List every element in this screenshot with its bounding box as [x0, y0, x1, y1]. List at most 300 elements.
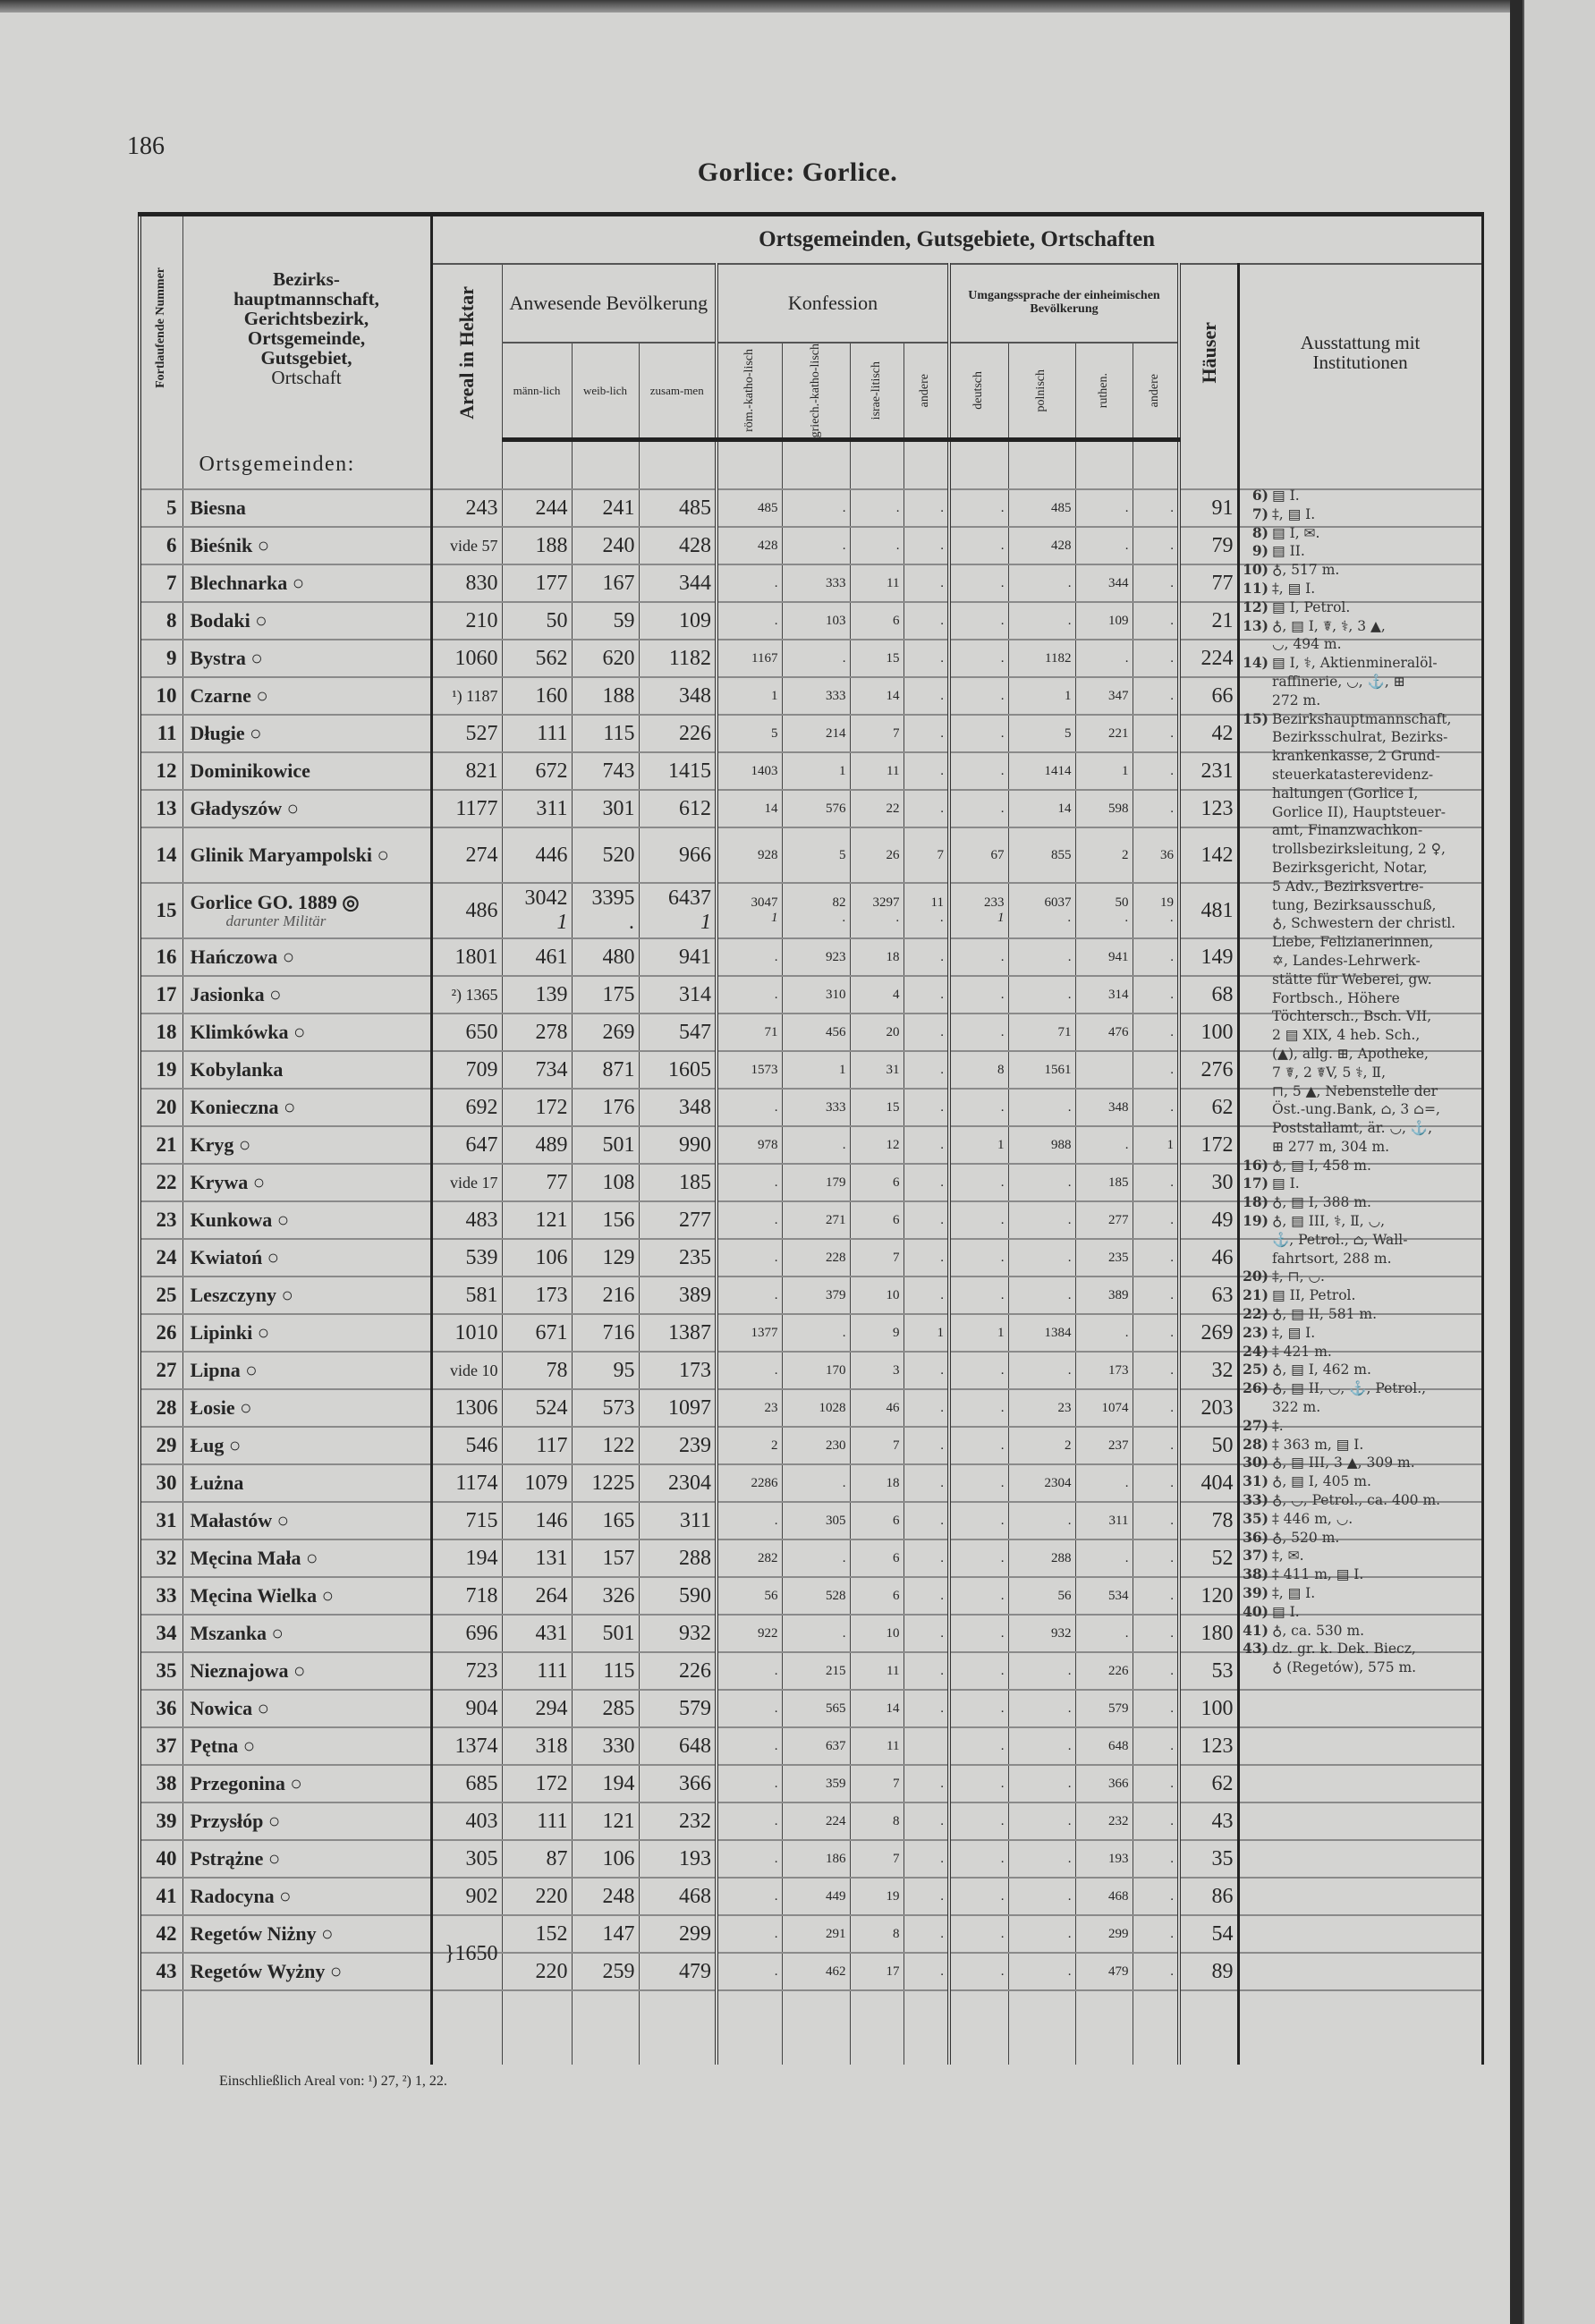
cell-value: . — [1170, 1701, 1174, 1716]
cell-value: . — [940, 1099, 944, 1115]
place-name — [182, 827, 431, 883]
cell-total — [639, 1126, 717, 1164]
cell-roman-catholic — [717, 976, 782, 1014]
cell-polish — [1008, 1014, 1075, 1051]
note-line — [1242, 933, 1476, 952]
cell-value: 326 — [602, 1583, 635, 1607]
empty-cell — [1133, 1990, 1179, 2065]
header-name-line: Gutsgebiet, — [260, 346, 352, 369]
place-name-text: Męcina Wielka ○ — [190, 1584, 334, 1607]
cell-value: 20 — [886, 1024, 900, 1039]
cell-female — [572, 827, 639, 883]
cell-houses — [1179, 790, 1238, 827]
cell-israelite — [850, 1652, 904, 1690]
cell-israelite — [850, 1915, 904, 1953]
header-equipment: Ausstattung mit Institutionen — [1238, 264, 1482, 440]
note-text: steuerkatasterevidenz- — [1272, 766, 1434, 783]
cell-other-language — [1133, 790, 1179, 827]
cell-value: . — [1067, 1250, 1072, 1265]
cell-male — [502, 1089, 572, 1126]
cell-german — [949, 1953, 1008, 1990]
cell-value: . — [1170, 801, 1174, 816]
cell-value: 19 — [886, 1888, 900, 1904]
note-line — [1242, 1454, 1476, 1472]
cell-german — [949, 1727, 1008, 1765]
cell-other-confession — [904, 640, 949, 677]
cell-areal — [431, 883, 502, 938]
cell-value: 990 — [679, 1132, 711, 1157]
cell-value: 1306 — [454, 1395, 498, 1420]
place-name — [182, 602, 431, 640]
cell-value: . — [940, 575, 944, 590]
cell-value: . — [1067, 1513, 1072, 1528]
cell-value: . — [1000, 1175, 1005, 1190]
cell-value: . — [842, 650, 846, 666]
cell-value: . — [1000, 500, 1005, 515]
cell-value: 172 — [535, 1095, 568, 1119]
cell-female — [572, 1878, 639, 1915]
header-other-language-label: andere — [1147, 374, 1161, 408]
cell-israelite — [850, 1690, 904, 1727]
cell-value: 620 — [602, 646, 635, 670]
note-number: 43) — [1243, 1640, 1268, 1658]
cell-greek-catholic — [782, 1239, 850, 1277]
cell-value: 226 — [679, 721, 711, 745]
note-line — [1242, 1026, 1476, 1045]
cell-houses — [1179, 602, 1238, 640]
cell-value: . — [1067, 949, 1072, 964]
cell-ruthenian — [1075, 1277, 1133, 1314]
cell-other-language — [1133, 677, 1179, 715]
place-name — [182, 1239, 431, 1277]
cell-roman-catholic — [717, 1615, 782, 1652]
cell-value: 7 — [937, 847, 944, 862]
place-name-text: Klimkówka ○ — [190, 1021, 306, 1044]
header-total: zusam-men — [639, 343, 717, 440]
place-name-text: Kwiatoń ○ — [190, 1246, 279, 1269]
cell-value: . — [1124, 1475, 1129, 1490]
cell-areal — [431, 1502, 502, 1539]
cell-value: 36 — [1160, 847, 1174, 862]
cell-greek-catholic — [782, 677, 850, 715]
cell-value: 203 — [1200, 1395, 1234, 1420]
cell-value: . — [1000, 613, 1005, 628]
cell-value: 330 — [602, 1734, 635, 1758]
note-number: 37) — [1243, 1547, 1268, 1565]
cell-greek-catholic — [782, 1953, 850, 1990]
cell-polish — [1008, 1277, 1075, 1314]
cell-israelite — [850, 1427, 904, 1464]
cell-roman-catholic — [717, 1352, 782, 1389]
cell-female — [572, 752, 639, 790]
cell-polish — [1008, 1502, 1075, 1539]
cell-total — [639, 1352, 717, 1389]
cell-ruthenian — [1075, 527, 1133, 564]
cell-male — [502, 1164, 572, 1201]
cell-german — [949, 1615, 1008, 1652]
cell-houses — [1179, 1051, 1238, 1089]
cell-roman-catholic — [717, 1765, 782, 1802]
cell-value: 1 — [1122, 763, 1129, 778]
place-name-text: Kryg ○ — [190, 1133, 251, 1157]
cell-value: . — [1000, 725, 1005, 741]
cell-value: 294 — [535, 1696, 568, 1720]
place-name-text: Przysłóp ○ — [190, 1810, 281, 1833]
cell-female — [572, 1953, 639, 1990]
cell-value: 1028 — [819, 1400, 846, 1415]
cell-other-confession — [904, 790, 949, 827]
cell-female — [572, 1840, 639, 1878]
cell-other-confession — [904, 1615, 949, 1652]
cell-israelite — [850, 1352, 904, 1389]
cell-value: 1415 — [668, 759, 711, 783]
cell-polish — [1008, 1652, 1075, 1690]
header-israelite-label: israe-litisch — [869, 361, 883, 420]
note-text: stätte für Weberei, gw. — [1272, 971, 1432, 988]
cell-value: 59 — [613, 608, 635, 632]
cell-ruthenian — [1075, 752, 1133, 790]
cell-female — [572, 790, 639, 827]
place-name-text: Regetów Niżny ○ — [190, 1922, 334, 1946]
note-line — [1242, 1379, 1476, 1398]
place-name-text: Mszanka ○ — [190, 1622, 284, 1645]
cell-ruthenian — [1075, 1427, 1133, 1464]
cell-houses — [1179, 1126, 1238, 1164]
cell-roman-catholic — [717, 1690, 782, 1727]
cell-value: 431 — [535, 1621, 568, 1645]
cell-value: 8 — [893, 1926, 900, 1941]
cell-value: 221 — [1108, 725, 1129, 741]
cell-value: 1 — [771, 688, 778, 703]
cell-value: 1377 — [751, 1325, 778, 1340]
cell-value: 902 — [465, 1884, 498, 1908]
place-name — [182, 1277, 431, 1314]
cell-german — [949, 1915, 1008, 1953]
cell-value: 68 — [1211, 982, 1234, 1006]
cell-total — [639, 1539, 717, 1577]
cell-value: 79 — [1211, 533, 1234, 557]
cell-value: 220 — [535, 1884, 568, 1908]
cell-female — [572, 1765, 639, 1802]
cell-greek-catholic — [782, 1615, 850, 1652]
header-israelite — [850, 343, 904, 440]
note-number: 25) — [1243, 1361, 1268, 1378]
note-text: Gorlice II), Hauptsteuer- — [1272, 803, 1447, 820]
note-number: 27) — [1243, 1416, 1268, 1434]
note-line — [1242, 1268, 1476, 1286]
header-houses — [1179, 264, 1238, 440]
cell-israelite — [850, 1878, 904, 1915]
cell-male — [502, 677, 572, 715]
cell-houses — [1179, 1239, 1238, 1277]
cell-equipment — [1238, 1953, 1482, 1990]
military-value: 1 — [700, 911, 711, 935]
note-text: ‡, ⊓, ◡. — [1272, 1268, 1325, 1285]
cell-value: . — [1170, 987, 1174, 1002]
cell-value: 115 — [603, 721, 635, 745]
cell-value: . — [774, 575, 778, 590]
cell-value: . — [774, 1851, 778, 1866]
note-line — [1242, 747, 1476, 766]
place-name — [182, 1878, 431, 1915]
cell-areal — [431, 715, 502, 752]
cell-value: 565 — [826, 1701, 846, 1716]
row-number: 18 — [140, 1014, 182, 1051]
cell-value: 103 — [826, 613, 846, 628]
note-line — [1242, 971, 1476, 989]
cell-value: . — [1067, 1813, 1072, 1828]
cell-value: 108 — [602, 1170, 635, 1194]
cell-value: 311 — [536, 796, 568, 820]
note-line — [1242, 859, 1476, 878]
cell-areal — [431, 564, 502, 602]
cell-value: . — [1000, 763, 1005, 778]
cell-value: vide 10 — [450, 1361, 498, 1379]
cell-value: . — [1000, 650, 1005, 666]
cell-ruthenian — [1075, 1502, 1133, 1539]
cell-houses — [1179, 1352, 1238, 1389]
header-other-language — [1133, 343, 1179, 440]
cell-other-confession — [904, 1727, 949, 1765]
cell-value: 481 — [1200, 898, 1234, 922]
cell-female — [572, 1277, 639, 1314]
cell-value: . — [1124, 1625, 1129, 1641]
cell-other-language — [1133, 1727, 1179, 1765]
cell-value: 31 — [886, 1062, 900, 1077]
place-name — [182, 1652, 431, 1690]
empty-cell — [850, 440, 904, 490]
cell-value: 100 — [1200, 1020, 1234, 1044]
cell-german — [949, 752, 1008, 790]
cell-value: 139 — [535, 982, 568, 1006]
cell-total — [639, 489, 717, 527]
cell-other-confession — [904, 489, 949, 527]
cell-value: 271 — [826, 1212, 846, 1227]
cell-polish — [1008, 564, 1075, 602]
cell-polish — [1008, 1615, 1075, 1652]
place-name — [182, 1539, 431, 1577]
cell-male — [502, 1014, 572, 1051]
note-number: 38) — [1243, 1565, 1268, 1583]
cell-female — [572, 1690, 639, 1727]
cell-value: . — [1000, 575, 1005, 590]
cell-male — [502, 1878, 572, 1915]
cell-male — [502, 527, 572, 564]
note-line — [1242, 1640, 1476, 1658]
cell-value: 62 — [1211, 1095, 1234, 1119]
cell-polish — [1008, 1765, 1075, 1802]
table-row — [140, 1727, 1482, 1765]
note-text: ⊓, 5 ▲, Nebenstelle der — [1272, 1082, 1438, 1099]
cell-areal — [431, 1427, 502, 1464]
header-polish — [1008, 343, 1075, 440]
place-name-text: Lipna ○ — [190, 1359, 258, 1382]
cell-value: 6 — [893, 1175, 900, 1190]
cell-total — [639, 1089, 717, 1126]
cell-male — [502, 938, 572, 976]
cell-value: . — [1000, 1550, 1005, 1565]
cell-value: 485 — [758, 500, 778, 515]
cell-value: 2 — [771, 1438, 778, 1453]
filler-row — [140, 1990, 1482, 2065]
cell-greek-catholic — [782, 1314, 850, 1352]
cell-value: 449 — [826, 1888, 846, 1904]
cell-greek-catholic — [782, 976, 850, 1014]
cell-value: 23 — [764, 1400, 778, 1415]
military-value: 1 — [997, 911, 1005, 926]
cell-value: 366 — [679, 1771, 711, 1795]
cell-male — [502, 1802, 572, 1840]
empty-cell — [140, 440, 182, 490]
empty-cell — [904, 440, 949, 490]
empty-cell — [1179, 440, 1238, 490]
cell-value: 160 — [535, 683, 568, 708]
cell-israelite — [850, 1051, 904, 1089]
empty-cell — [1075, 440, 1133, 490]
cell-total — [639, 677, 717, 715]
cell-value: . — [1170, 1062, 1174, 1077]
cell-value: . — [940, 1362, 944, 1378]
cell-polish — [1008, 527, 1075, 564]
note-text: Liebe, Felizianerinnen, — [1272, 934, 1434, 951]
row-number: 19 — [140, 1051, 182, 1089]
cell-value: 106 — [602, 1846, 635, 1870]
cell-other-language — [1133, 1389, 1179, 1427]
place-name-text: Czarne ○ — [190, 684, 268, 708]
cell-israelite — [850, 527, 904, 564]
military-value: 1 — [556, 911, 568, 935]
note-text: ‡ 421 m. — [1272, 1343, 1332, 1360]
empty-cell — [782, 440, 850, 490]
cell-value: 1177 — [455, 796, 498, 820]
place-name-text: Łużna — [190, 1472, 244, 1495]
cell-value: . — [774, 1964, 778, 1979]
header-name-line: Bezirks- — [273, 267, 340, 290]
cell-value: 50 — [1211, 1433, 1234, 1457]
header-other-confession — [904, 343, 949, 440]
cell-other-language — [1133, 1277, 1179, 1314]
cell-value: 685 — [465, 1771, 498, 1795]
place-name-text: Nowica ○ — [190, 1697, 269, 1720]
cell-areal — [431, 1239, 502, 1277]
note-text: tung, Bezirksausschuß, — [1272, 896, 1437, 913]
cell-value: . — [1067, 1701, 1072, 1716]
cell-total — [639, 1915, 717, 1953]
cell-value: 6 — [893, 1212, 900, 1227]
header-top: Ortsgemeinden, Gutsgebiete, Ortschaften — [431, 215, 1482, 265]
cell-roman-catholic — [717, 1126, 782, 1164]
cell-areal — [431, 1464, 502, 1502]
cell-other-language — [1133, 1427, 1179, 1464]
header-population: Anwesende Bevölkerung — [502, 264, 717, 343]
row-number: 39 — [140, 1802, 182, 1840]
cell-value: . — [1170, 1325, 1174, 1340]
cell-polish — [1008, 1878, 1075, 1915]
cell-total — [639, 938, 717, 976]
cell-value: 404 — [1200, 1471, 1234, 1495]
cell-equipment — [1238, 1878, 1482, 1915]
cell-roman-catholic — [717, 938, 782, 976]
cell-value: 226 — [1108, 1663, 1129, 1678]
cell-value: 647 — [465, 1132, 498, 1157]
cell-israelite — [850, 1502, 904, 1539]
cell-german — [949, 1765, 1008, 1802]
place-name — [182, 677, 431, 715]
cell-greek-catholic — [782, 527, 850, 564]
cell-total — [639, 1427, 717, 1464]
cell-israelite — [850, 1389, 904, 1427]
cell-value: 366 — [1108, 1776, 1129, 1791]
cell-value: 131 — [535, 1546, 568, 1570]
cell-value: 650 — [465, 1020, 498, 1044]
note-number: 17) — [1243, 1175, 1268, 1192]
cell-value: . — [940, 1776, 944, 1791]
cell-greek-catholic — [782, 1089, 850, 1126]
cell-value: 672 — [535, 759, 568, 783]
note-line — [1242, 1064, 1476, 1082]
cell-value: 1 — [1065, 688, 1072, 703]
table-row — [140, 1878, 1482, 1915]
cell-value: 14 — [1057, 801, 1072, 816]
empty-cell — [502, 1990, 572, 2065]
cell-ruthenian — [1075, 976, 1133, 1014]
cell-value: 1801 — [454, 945, 498, 969]
row-number: 40 — [140, 1840, 182, 1878]
table-row — [140, 1840, 1482, 1878]
cell-value: 32 — [1211, 1358, 1234, 1382]
cell-male — [502, 1201, 572, 1239]
cell-value: . — [940, 1287, 944, 1302]
place-name-text: Gładyszów ○ — [190, 797, 299, 820]
cell-value: 5 — [771, 725, 778, 741]
cell-female — [572, 1427, 639, 1464]
cell-value: 476 — [1108, 1024, 1129, 1039]
cell-greek-catholic — [782, 1427, 850, 1464]
cell-german — [949, 1277, 1008, 1314]
cell-value: 282 — [758, 1550, 778, 1565]
cell-value: 301 — [602, 796, 635, 820]
cell-roman-catholic — [717, 1427, 782, 1464]
cell-value: . — [774, 1776, 778, 1791]
cell-value: 5 — [1065, 725, 1072, 741]
cell-other-confession — [904, 1201, 949, 1239]
cell-greek-catholic — [782, 1915, 850, 1953]
cell-israelite — [850, 1201, 904, 1239]
scan-top-edge — [0, 0, 1595, 13]
note-line — [1242, 1324, 1476, 1343]
cell-value: 1 — [839, 1062, 846, 1077]
cell-female — [572, 489, 639, 527]
cell-value: . — [1067, 987, 1072, 1002]
cell-female — [572, 715, 639, 752]
note-line — [1242, 1100, 1476, 1119]
cell-other-language — [1133, 1051, 1179, 1089]
cell-other-confession — [904, 1164, 949, 1201]
cell-houses — [1179, 1577, 1238, 1615]
cell-greek-catholic — [782, 883, 850, 938]
cell-greek-catholic — [782, 1502, 850, 1539]
row-number: 10 — [140, 677, 182, 715]
cell-value: 305 — [465, 1846, 498, 1870]
note-text: dz. gr. k. Dek. Biecz, — [1272, 1641, 1416, 1658]
cell-male — [502, 1765, 572, 1802]
cell-houses — [1179, 715, 1238, 752]
cell-total — [639, 527, 717, 564]
cell-value: 483 — [465, 1208, 498, 1232]
note-number: 20) — [1243, 1268, 1268, 1285]
note-text: 2 ▤ XIX, 4 heb. Sch., — [1272, 1027, 1421, 1044]
cell-value: 235 — [1108, 1250, 1129, 1265]
